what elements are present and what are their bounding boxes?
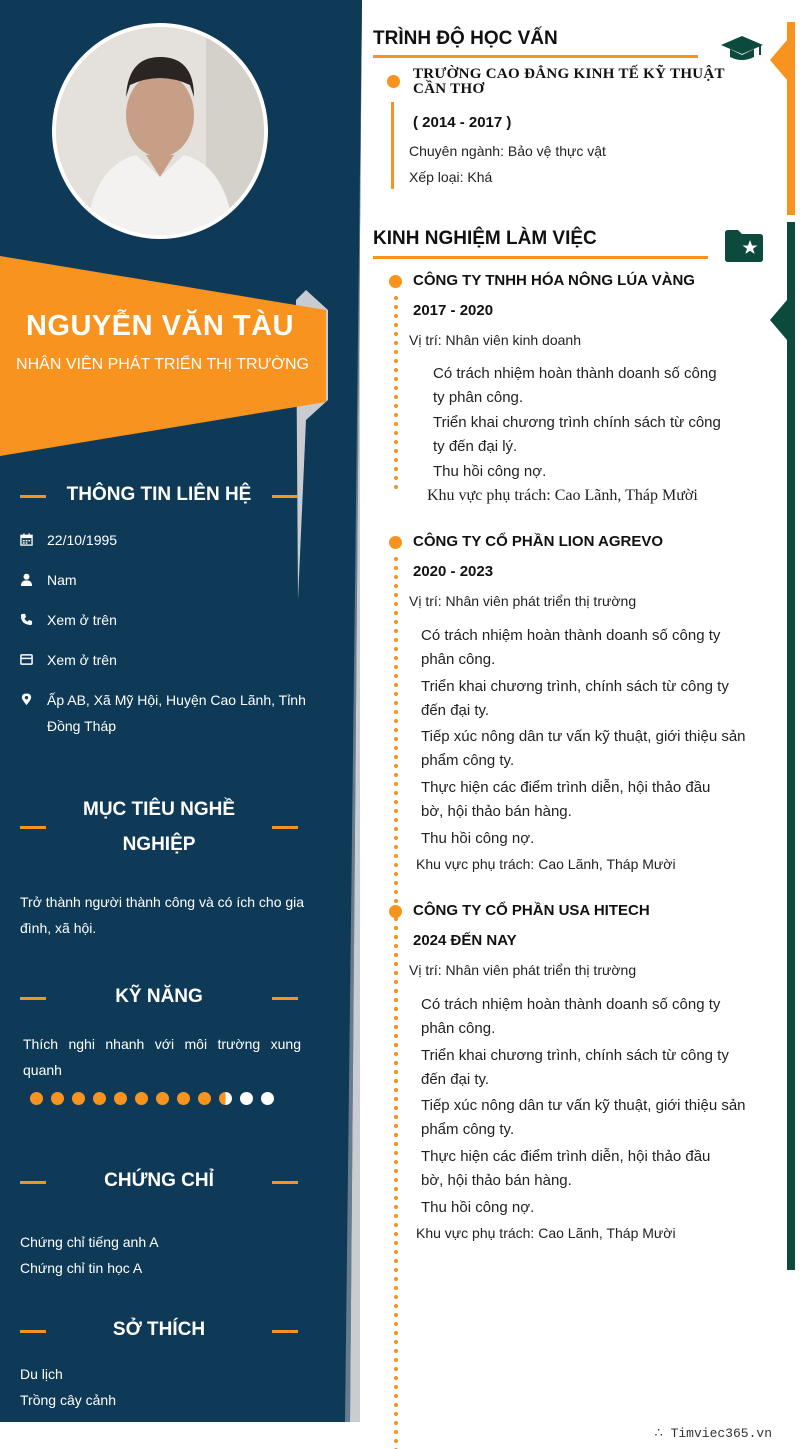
timeline-dot [394,656,398,660]
timeline-dot [394,431,398,435]
timeline-dot [394,890,398,894]
timeline-dot [394,791,398,795]
heading-bar-right [272,997,298,1000]
timeline-dot [394,1421,398,1425]
timeline-dot [394,593,398,597]
timeline-dot [394,746,398,750]
job-area: Khu vực phụ trách: Cao Lãnh, Tháp Mười [427,487,698,504]
contact-heading [20,484,298,506]
skills-heading-text: KỸ NĂNG [115,986,203,1007]
job-task: Có trách nhiệm hoàn thành doanh số công ty phân công. [421,627,721,668]
job-bullet [389,905,402,918]
skill-item-text: Thích nghi nhanh với môi trường xung quanh [23,1036,301,1078]
timeline-dot [394,386,398,390]
timeline-dot [394,1187,398,1191]
timeline-dot [394,1142,398,1146]
timeline-dot [394,332,398,336]
timeline-dot [394,1331,398,1335]
timeline-dot [394,350,398,354]
timeline-dot [394,755,398,759]
job-task: Tiếp xúc nông dân tư vấn kỹ thuật, giới thiệu sản phẩm công ty. [421,1097,746,1138]
objective-heading-line1: MỤC TIÊU NGHỀ [83,799,235,820]
timeline-dot [394,1430,398,1434]
contact-address [20,687,310,739]
timeline-dot [394,863,398,867]
timeline-dot [394,737,398,741]
contact-email [20,647,310,673]
job-position: Vị trí: Nhân viên phát triển thị trường [409,593,637,609]
skill-rating-dot [219,1092,232,1105]
timeline-dot [394,1088,398,1092]
timeline-dot [394,1070,398,1074]
timeline-dot [394,485,398,489]
job-task: Có trách nhiệm hoàn thành doanh số công ty phân công. [421,996,721,1037]
profile-photo [52,23,268,239]
email-text: Xem ở trên [47,652,117,668]
timeline-dot [394,1403,398,1407]
timeline-dot [394,467,398,471]
timeline-dot [394,404,398,408]
timeline-dot [394,1313,398,1317]
job-timeline-dots [394,926,398,1449]
timeline-dot [394,1097,398,1101]
timeline-dot [394,1151,398,1155]
timeline-dot [394,818,398,822]
job-position: Vị trí: Nhân viên kinh doanh [409,332,581,348]
education-timeline-line [391,102,394,189]
objective-heading [20,792,298,862]
timeline-dot [394,1043,398,1047]
heading-bar-right [272,495,298,498]
timeline-dot [394,674,398,678]
timeline-dot [394,1025,398,1029]
skill-rating-dot [72,1092,85,1105]
timeline-dot [394,305,398,309]
timeline-dot [394,1340,398,1344]
footer-brand: ∴ Timviec365.vn [654,1426,772,1441]
timeline-dot [394,1259,398,1263]
certificate-item: Chứng chỉ tiếng anh A [20,1234,159,1250]
timeline-dot [394,944,398,948]
folder-star-icon [724,229,764,263]
timeline-dot [394,359,398,363]
skill-rating-dot [198,1092,211,1105]
timeline-dot [394,782,398,786]
objective-heading-line2: NGHIỆP [122,834,196,855]
timeline-dot [394,1286,398,1290]
heading-bar-right [272,1330,298,1333]
skills-heading [20,986,298,1008]
job-timeline-dots [394,296,398,494]
timeline-dot [394,395,398,399]
timeline-dot [394,719,398,723]
job-period: 2020 - 2023 [413,563,494,580]
heading-bar-left [20,826,46,829]
timeline-dot [394,422,398,426]
timeline-dot [394,1178,398,1182]
heading-underline [373,55,698,58]
heading-bar-left [20,1330,46,1333]
skill-rating-dot [30,1092,43,1105]
timeline-dot [394,1367,398,1371]
education-major: Chuyên ngành: Bảo vệ thực vật [409,143,606,159]
hobby-item: Trồng cây cảnh [20,1392,116,1408]
timeline-dot [394,926,398,930]
address-text: Ấp AB, Xã Mỹ Hội, Huyện Cao Lãnh, Tỉnh Đồng Tháp [47,692,306,734]
job-area: Khu vực phụ trách: Cao Lãnh, Tháp Mười [416,856,676,872]
timeline-dot [394,458,398,462]
timeline-dot [394,1277,398,1281]
contact-gender [20,567,310,593]
timeline-dot [394,683,398,687]
job-task: Có trách nhiệm hoàn thành doanh số công ty phân công. [433,365,717,406]
timeline-dot [394,1016,398,1020]
job-task: Thu hồi công nợ. [421,830,535,847]
timeline-dot [394,1241,398,1245]
timeline-dot [394,962,398,966]
timeline-dot [394,1124,398,1128]
timeline-dot [394,1205,398,1209]
job-bullet [389,275,402,288]
hobby-item: Du lịch [20,1366,63,1382]
timeline-dot [394,1295,398,1299]
certificates-list [20,1229,305,1281]
person-silhouette-icon [56,27,264,235]
job-company: CÔNG TY CỔ PHẦN LION AGREVO [413,533,664,550]
timeline-dot [394,1322,398,1326]
timeline-dot [394,440,398,444]
education-period: ( 2014 - 2017 ) [413,114,512,131]
timeline-dot [394,836,398,840]
person-name: NGUYỄN VĂN TÀU [25,310,294,342]
job-company: CÔNG TY CỔ PHẦN USA HITECH [413,902,650,919]
heading-bar-left [20,1181,46,1184]
timeline-dot [394,323,398,327]
timeline-dot [394,584,398,588]
timeline-dot [394,1034,398,1038]
timeline-dot [394,971,398,975]
timeline-dot [394,1394,398,1398]
job-task: Triển khai chương trình chính sách từ công ty đến đại lý. [433,414,721,455]
timeline-dot [394,1349,398,1353]
timeline-dot [394,647,398,651]
timeline-dot [394,764,398,768]
skill-rating-dot [114,1092,127,1105]
person-job-title: NHÂN VIÊN PHÁT TRIỂN THỊ TRƯỜNG [16,356,309,373]
timeline-dot [394,773,398,777]
timeline-dot [394,1223,398,1227]
timeline-dot [394,602,398,606]
timeline-dot [394,449,398,453]
timeline-dot [394,953,398,957]
timeline-dot [394,1232,398,1236]
heading-bar-left [20,495,46,498]
skill-rating-dot [177,1092,190,1105]
contact-heading-text: THÔNG TIN LIÊN HỆ [66,484,252,505]
timeline-dot [394,341,398,345]
timeline-dot [394,1439,398,1443]
timeline-dot [394,998,398,1002]
timeline-dot [394,1133,398,1137]
hobbies-heading-text: SỞ THÍCH [112,1319,206,1340]
phone-text: Xem ở trên [47,612,117,628]
timeline-dot [394,314,398,318]
timeline-dot [394,881,398,885]
phone-icon [20,607,47,633]
user-icon [20,567,47,593]
gender-text: Nam [47,572,77,588]
job-task: Tiếp xúc nông dân tư vấn kỹ thuật, giới thiệu sản phẩm công ty. [421,728,746,769]
contact-birthdate [20,527,310,553]
timeline-dot [394,1007,398,1011]
timeline-dot [394,935,398,939]
education-school: TRƯỜNG CAO ĐẲNG KINH TẾ KỸ THUẬT CẦN THƠ [413,66,725,97]
timeline-dot [394,710,398,714]
heading-bar-right [272,826,298,829]
skill-rating-dot [135,1092,148,1105]
contact-phone [20,607,310,633]
timeline-dot [394,629,398,633]
experience-heading: KINH NGHIỆM LÀM VIỆC [373,228,597,249]
heading-bar-right [272,1181,298,1184]
timeline-dot [394,1385,398,1389]
certificate-item: Chứng chỉ tin học A [20,1260,143,1276]
timeline-dot [394,809,398,813]
timeline-dot [394,1196,398,1200]
skill-rating-dot [51,1092,64,1105]
timeline-dot [394,1304,398,1308]
job-task: Thu hồi công nợ. [421,1199,535,1216]
hobbies-list [20,1361,305,1413]
education-bullet [387,75,400,88]
timeline-dot [394,728,398,732]
heading-underline [373,256,708,259]
heading-bar-left [20,997,46,1000]
job-task: Thực hiện các điểm trình diễn, hội thảo đầu bờ, hội thảo bán hàng. [421,779,711,820]
certificates-heading-text: CHỨNG CHỈ [104,1170,214,1191]
timeline-dot [394,1106,398,1110]
hobbies-heading [20,1319,298,1341]
timeline-dot [394,1214,398,1218]
timeline-dot [394,368,398,372]
timeline-dot [394,989,398,993]
job-period: 2024 ĐẾN NAY [413,932,517,949]
timeline-dot [394,1169,398,1173]
job-company: CÔNG TY TNHH HÓA NÔNG LÚA VÀNG [413,272,695,289]
timeline-dot [394,980,398,984]
timeline-dot [394,899,398,903]
timeline-dot [394,620,398,624]
email-icon [20,647,47,673]
timeline-dot [394,1115,398,1119]
skill-rating-dot [240,1092,253,1105]
timeline-dot [394,1160,398,1164]
timeline-dot [394,566,398,570]
skill-rating [30,1092,274,1105]
job-area: Khu vực phụ trách: Cao Lãnh, Tháp Mười [416,1225,676,1241]
objective-text: Trở thành người thành công và có ích cho gia đình, xã hội. [20,894,305,936]
timeline-dot [394,638,398,642]
timeline-dot [394,476,398,480]
education-heading: TRÌNH ĐỘ HỌC VẤN [373,28,558,49]
job-task: Thực hiện các điểm trình diễn, hội thảo đầu bờ, hội thảo bán hàng. [421,1148,711,1189]
job-period: 2017 - 2020 [413,302,494,319]
timeline-dot [394,1250,398,1254]
calendar-icon [20,527,47,553]
timeline-dot [394,800,398,804]
timeline-dot [394,1376,398,1380]
timeline-dot [394,872,398,876]
job-task: Triển khai chương trình, chính sách từ công ty đến đại ty. [421,1047,729,1088]
graduation-cap-icon [720,34,764,62]
job-task: Triển khai chương trình, chính sách từ công ty đến đại ty. [421,678,729,719]
job-bullet [389,536,402,549]
timeline-dot [394,854,398,858]
timeline-dot [394,1412,398,1416]
timeline-dot [394,413,398,417]
education-grade: Xếp loại: Khá [409,169,493,185]
timeline-dot [394,845,398,849]
skill-rating-dot [156,1092,169,1105]
timeline-dot [394,575,398,579]
timeline-dot [394,1268,398,1272]
timeline-dot [394,1052,398,1056]
timeline-dot [394,1358,398,1362]
birthdate-text: 22/10/1995 [47,532,118,548]
skill-rating-dot [93,1092,106,1105]
skill-rating-dot [261,1092,274,1105]
certificates-heading [20,1170,298,1192]
timeline-dot [394,296,398,300]
timeline-dot [394,665,398,669]
timeline-dot [394,692,398,696]
map-marker-icon [20,687,47,739]
timeline-dot [394,701,398,705]
timeline-dot [394,827,398,831]
timeline-dot [394,611,398,615]
job-position: Vị trí: Nhân viên phát triển thị trường [409,962,637,978]
timeline-dot [394,1061,398,1065]
timeline-dot [394,1079,398,1083]
job-task: Thu hồi công nợ. [433,463,547,480]
timeline-dot [394,557,398,561]
timeline-dot [394,377,398,381]
